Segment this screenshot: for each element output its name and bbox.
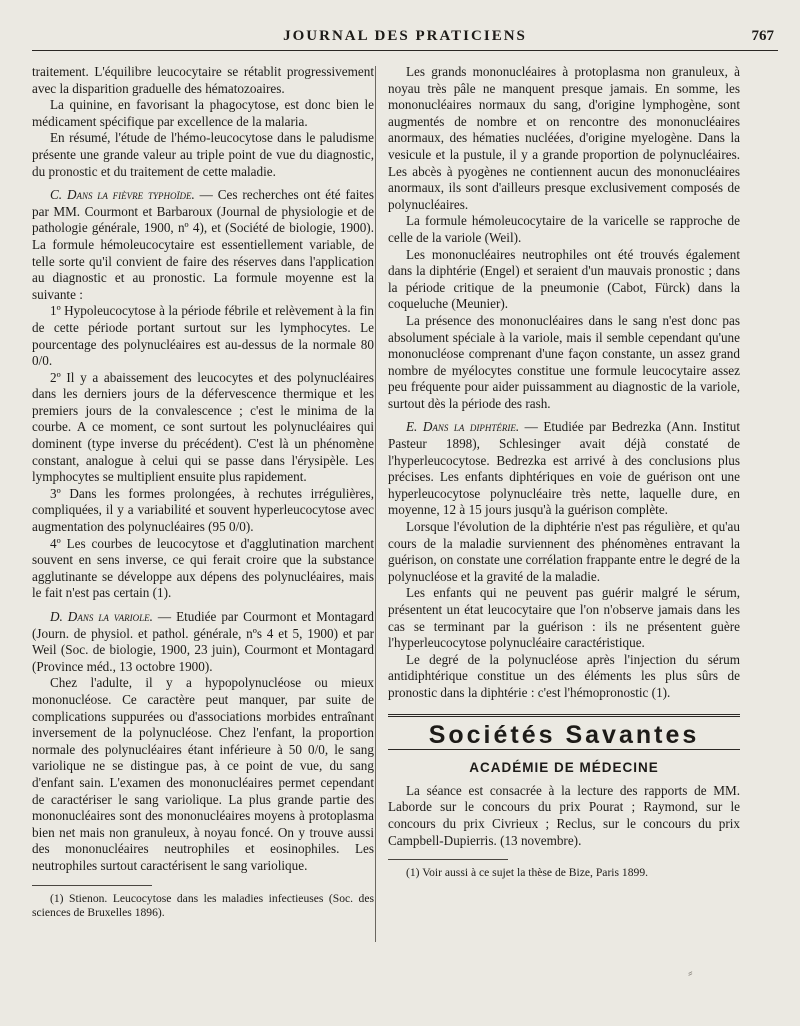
academy-title: ACADÉMIE DE MÉDECINE [469,760,659,776]
diphtheria-intro: — Etudiée par Bedrezka (Ann. Institut Pasteur 1898), Schlesinger avait déjà constaté de l'hyperleucocytose. Bedrezka est arrivé à des conclusions plus précises. Les enfants diphtériques en voie de guérison ont une hyperleucocytose polynucléaire très nette, laquelle dure, en moyenne, 12 à 15 jours jusqu'à la guérison complète. [388,419,740,518]
footnote-rule-left [32,885,152,886]
varicelle-paragraph: La formule hémoleucocytaire de la varicelle se rapproche de celle de la variole (Weil). [388,213,740,245]
societies-title: Sociétés Savantes [428,720,700,749]
malaria-paragraph-2: La quinine, en favorisant la phagocytose, est donc bien le médicament spécifique par excellence de la malaria. [32,97,374,129]
typhoid-heading: C. Dans la fièvre typhoïde. [50,187,195,203]
right-column [388,64,740,880]
academy-paragraph: La séance est consacrée à la lecture des rapports de MM. Laborde sur le concours du prix Pourat ; Raymond, sur le concours du prix Civrieux ; Reclus, sur le concours du prix Campbell-Dupierris. (13 novembre). [388,782,740,848]
typhoid-point-1: 1º Hypoleucocytose à la période fébrile et relèvement à la fin de cette période portant surtout sur les lymphocytes. Le pourcentage des polynucléaires est au-dessus de la normale 80 0/0. [32,303,374,369]
variole-paragraph-cont-1: Les grands mononucléaires à protoplasma non granuleux, à noyau très pâle ne manquent presque jamais. En somme, les mononucléaires normaux du sang, d'origine lymphogène, sont augmentés de nombre et on rencontre des mononucléaires anormaux, des hématies nucléées, d'origine myelogène. Dans la vesicule et la pustule, il y a grande proportion de polynucléaires. Les abcès à pyogènes ne contiennent aucun des mononucléaires anormaux, ils sont d'ailleurs presque exclusivement composés de polynucléaires. [388,64,740,212]
variole-section [32,609,374,675]
column-divider [375,66,376,942]
ink-mark-icon: ⸗ [688,966,693,981]
malaria-paragraph-1: traitement. L'équilibre leucocytaire se rétablit progressivement avec la disparition graduelle des hématozoaires. [32,64,374,96]
variole-intro: — Etudiée par Courmont et Montagard (Journ. de physiol. et pathol. générale, nºs 4 et 5, 1900) et par Weil (Soc. de biologie, 1900, 23 juin), Courmont et Montagard (Province méd., 13 octobre 1900). [32,609,374,674]
diphtheria-heading: E. Dans la diphtérie. [406,419,520,435]
variole-body: Chez l'adulte, il y a hypopolynucléose ou mieux mononucléose. Ce caractère peut manquer, par suite de complications suppurées ou d'associations morbides entraînant inversement de la polynucléose. Chez l'enfant, la proportion normale des polynucléaires étant inférieure à 50 0/0, le sang variolique ne se distingue pas, à ce point de vue, du sang d'enfant sain. L'examen des mononucléaires permet cependant de caractériser le sang variolique. La plus grande partie des mononucléaires sont des mononucléaires moyens à protoplasma bien net mais non granuleux, à noyau foncé. On y trouve aussi des mononucléaires neutrophiles et eosinophiles. Les neutrophiles surtout caractérisent le sang variolique. [32,675,374,873]
diphtheria-section [388,419,740,519]
left-footnote: (1) Stienon. Leucocytose dans les maladies infectieuses (Soc. des sciences de Bruxelles 1896). [32,891,374,919]
running-head [32,28,778,51]
neutrophils-paragraph: Les mononucléaires neutrophiles ont été trouvés également dans la diphtérie (Engel) et seraient d'un mauvais pronostic ; dans la période critique de la pneumonie (Cabot, Fürck) dans la coqueluche (Meunier). [388,246,740,312]
mononucleosis-paragraph: La présence des mononucléaires dans le sang n'est donc pas absolument spéciale à la variole, mais il semble cependant qu'une mononucléose comprenant d'une façon constante, un assez grand nombre de myélocytes constitue une formule leucocytaire assez peu fréquente pour aider puissamment au diagnostic de la variole, surtout dès la période des rash. [388,312,740,411]
typhoid-point-2: 2º Il y a abaissement des leucocytes et des polynucléaires dans les derniers jours de la défervescence thermique et les premiers jours de la convalescence ; c'est le minima de la courbe. A ce moment, ce sont surtout les polynucléaires qui dominent (type inverse du précédent). C'est là un phénomène constant, analogue à celui qui se passe dans l'érysipèle. Les lymphocytes se multiplient ensuite plus rapidement. [32,369,374,485]
diphtheria-paragraph-1: Lorsque l'évolution de la diphtérie n'est pas régulière, et qu'au cours de la maladie surviennent des phénomènes entravant la guérison, on constate une corrélation frappante entre le degré de la polynucléose et la gravité de la maladie. [388,519,740,584]
journal-title: JOURNAL DES PRATICIENS [283,28,527,44]
variole-heading: D. Dans la variole. [50,609,153,624]
page-number: 767 [751,28,774,44]
diphtheria-paragraph-2: Les enfants qui ne peuvent pas guérir malgré le sérum, présentent un état leucocytaire que l'on n'observe jamais dans les cas se terminant par la guérison : ils ne présentent guère l'hyperleucocytose polynucléaire caractéristique. [388,585,740,651]
footnote-rule-right [388,859,508,860]
diphtheria-paragraph-3: Le degré de la polynucléose après l'injection du sérum antidiphtérique constitue un des éléments les plus sûrs de pronostic dans la diphtérie : c'est l'hémopronostic (1). [388,651,740,700]
malaria-paragraph-3: En résumé, l'étude de l'hémo-leucocytose dans le paludisme présente une grande valeur au triple point de vue du diagnostic, du pronostic et du traitement de cette maladie. [32,130,374,179]
typhoid-point-4: 4º Les courbes de leucocytose et d'agglutination marchent souvent en sens inverse, ce qui ferait croire que la substance agglutinante se développe aux dépens des polynucléaires, mais le fait n'est pas certain (1). [32,535,374,601]
left-column [32,64,374,920]
typhoid-point-3: 3º Dans les formes prolongées, à rechutes irrégulières, compliquées, il y a variabilité et souvent hyperleucocytose avec augmentation des polynucléaires (95 0/0). [32,485,374,535]
typhoid-section [32,187,374,303]
right-footnote: (1) Voir aussi à ce sujet la thèse de Bize, Paris 1899. [406,866,649,880]
societies-banner [388,714,740,751]
typhoid-intro: — Ces recherches ont été faites par MM. Courmont et Barbaroux (Journal de physiologie et de pathologie générale, 1900, nº 4), et (Société de biologie, 1900). La formule hémoleucocytaire est essentiellement variable, de telle sorte qu'il convient de faire des réserves dans l'application au diagnostic et au pronostic. La formule moyenne est la suivante : [32,187,375,302]
